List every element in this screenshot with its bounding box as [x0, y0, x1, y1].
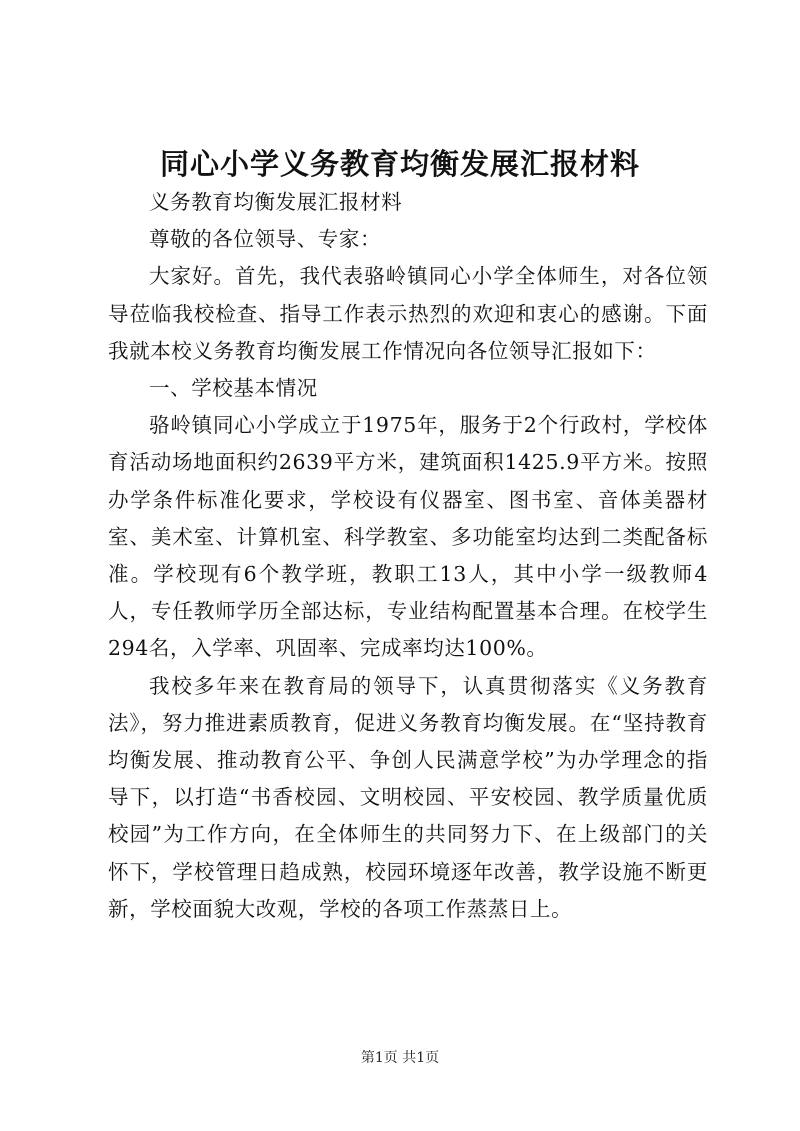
subtitle-paragraph: 义务教育均衡发展汇报材料	[149, 190, 403, 214]
document-body	[108, 184, 708, 928]
school-info-paragraph: 骆岭镇同心小学成立于1975年，服务于2个行政村，学校体育活动场地面积约2639平方米，建筑面积1425.9平方米。按照办学条件标准化要求，学校设有仪器室、图书室、音体美器材室、美术室、计算机室、科学教室、多功能室均达到二类配备标准。学校现有6个教学班，教职工13人，其中小学一级教师4人，专任教师学历全部达标，专业结构配置基本合理。在校学生294名，入学率、巩固率、完成率均达100%。	[108, 413, 708, 661]
work-summary-paragraph: 我校多年来在教育局的领导下，认真贯彻落实《义务教育法》，努力推进素质教育，促进义务教育均衡发展。在“坚持教育均衡发展、推动教育公平、争创人民满意学校”为办学理念的指导下，以打造“书香校园、文明校园、平安校园、教学质量优质校园”为工作方向，在全体师生的共同努力下、在上级部门的关怀下，学校管理日趋成熟，校园环境逐年改善，教学设施不断更新，学校面貌大改观，学校的各项工作蒸蒸日上。	[108, 673, 708, 921]
greeting-paragraph: 大家好。首先，我代表骆岭镇同心小学全体师生，对各位领导莅临我校检查、指导工作表示热烈的欢迎和衷心的感谢。下面我就本校义务教育均衡发展工作情况向各位领导汇报如下：	[108, 264, 708, 363]
document-title: 同心小学义务教育均衡发展汇报材料	[159, 147, 640, 181]
salutation-paragraph: 尊敬的各位领导、专家：	[149, 227, 382, 252]
page-footer: 第1页 共1页	[360, 1050, 440, 1066]
section-heading: 一、学校基本情况	[149, 376, 318, 401]
